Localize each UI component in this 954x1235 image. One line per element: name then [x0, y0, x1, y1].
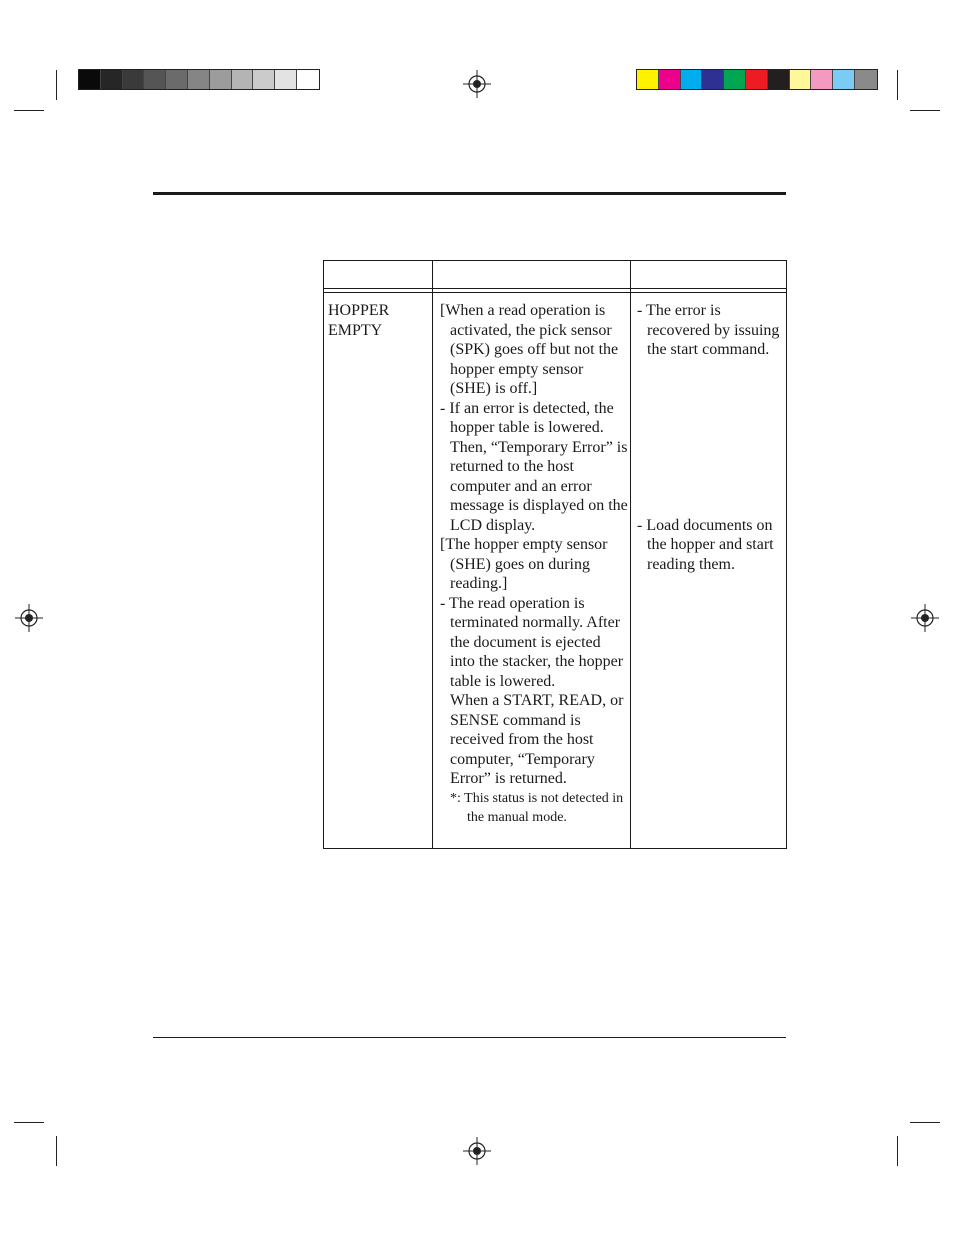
color-swatch — [297, 70, 319, 89]
registration-mark-icon — [15, 604, 43, 632]
color-swatch — [123, 70, 145, 89]
registration-mark-icon — [463, 1137, 491, 1165]
color-swatch — [166, 70, 188, 89]
condition-text: [The hopper empty sensor (SHE) goes on during reading.] — [440, 536, 608, 592]
color-swatch — [768, 70, 790, 89]
list-item: - Load documents on the hopper and start reading them. — [637, 516, 774, 573]
color-swatch — [275, 70, 297, 89]
color-swatch — [659, 70, 681, 89]
registration-mark-icon — [911, 604, 939, 632]
process-color-bar — [636, 69, 878, 90]
color-swatch — [188, 70, 210, 89]
condition-text: [When a read operation is activated, the pick sensor (SPK) goes off but not the hopper empty sensor (SHE) is off.] — [440, 302, 619, 397]
footer-rule — [153, 1037, 786, 1038]
color-swatch — [253, 70, 275, 89]
color-swatch — [724, 70, 746, 89]
color-swatch — [702, 70, 724, 89]
status-cell — [328, 301, 408, 340]
color-swatch — [232, 70, 254, 89]
color-swatch — [833, 70, 855, 89]
color-swatch — [811, 70, 833, 89]
column-divider — [630, 261, 631, 848]
color-swatch — [210, 70, 232, 89]
status-label: HOPPER EMPTY — [328, 302, 390, 339]
status-table — [323, 260, 787, 849]
color-swatch — [790, 70, 812, 89]
description-cell — [440, 301, 628, 828]
registration-mark-icon — [463, 70, 491, 98]
footnote: *: This status is not detected in the manual mode. — [450, 790, 624, 825]
crop-mark — [910, 110, 940, 111]
list-item: - The error is recovered by issuing the start command. — [637, 302, 780, 358]
list-item: - If an error is detected, the hopper table is lowered. Then, “Temporary Error” is returned to the host computer and an error message is displayed on the LCD display. — [440, 399, 628, 534]
color-swatch — [101, 70, 123, 89]
grayscale-color-bar — [78, 69, 320, 90]
list-item: - The read operation is terminated normally. After the document is ejected into the stacker, the hopper table is lowered. — [440, 594, 624, 690]
crop-mark — [14, 110, 44, 111]
column-divider — [432, 261, 433, 848]
color-swatch — [855, 70, 877, 89]
crop-mark — [910, 1122, 940, 1123]
crop-mark — [14, 1122, 44, 1123]
color-swatch — [746, 70, 768, 89]
crop-mark — [56, 70, 57, 100]
action-cell — [637, 301, 785, 574]
color-swatch — [681, 70, 703, 89]
header-row-rule — [324, 292, 786, 293]
crop-mark — [897, 1136, 898, 1166]
list-item-continuation: When a START, READ, or SENSE command is received from the host computer, “Temporary Error” is returned. — [450, 692, 624, 787]
header-rule — [153, 192, 786, 195]
color-swatch — [637, 70, 659, 89]
crop-mark — [897, 70, 898, 100]
crop-mark — [56, 1136, 57, 1166]
header-row-rule — [324, 288, 786, 289]
color-swatch — [144, 70, 166, 89]
color-swatch — [79, 70, 101, 89]
